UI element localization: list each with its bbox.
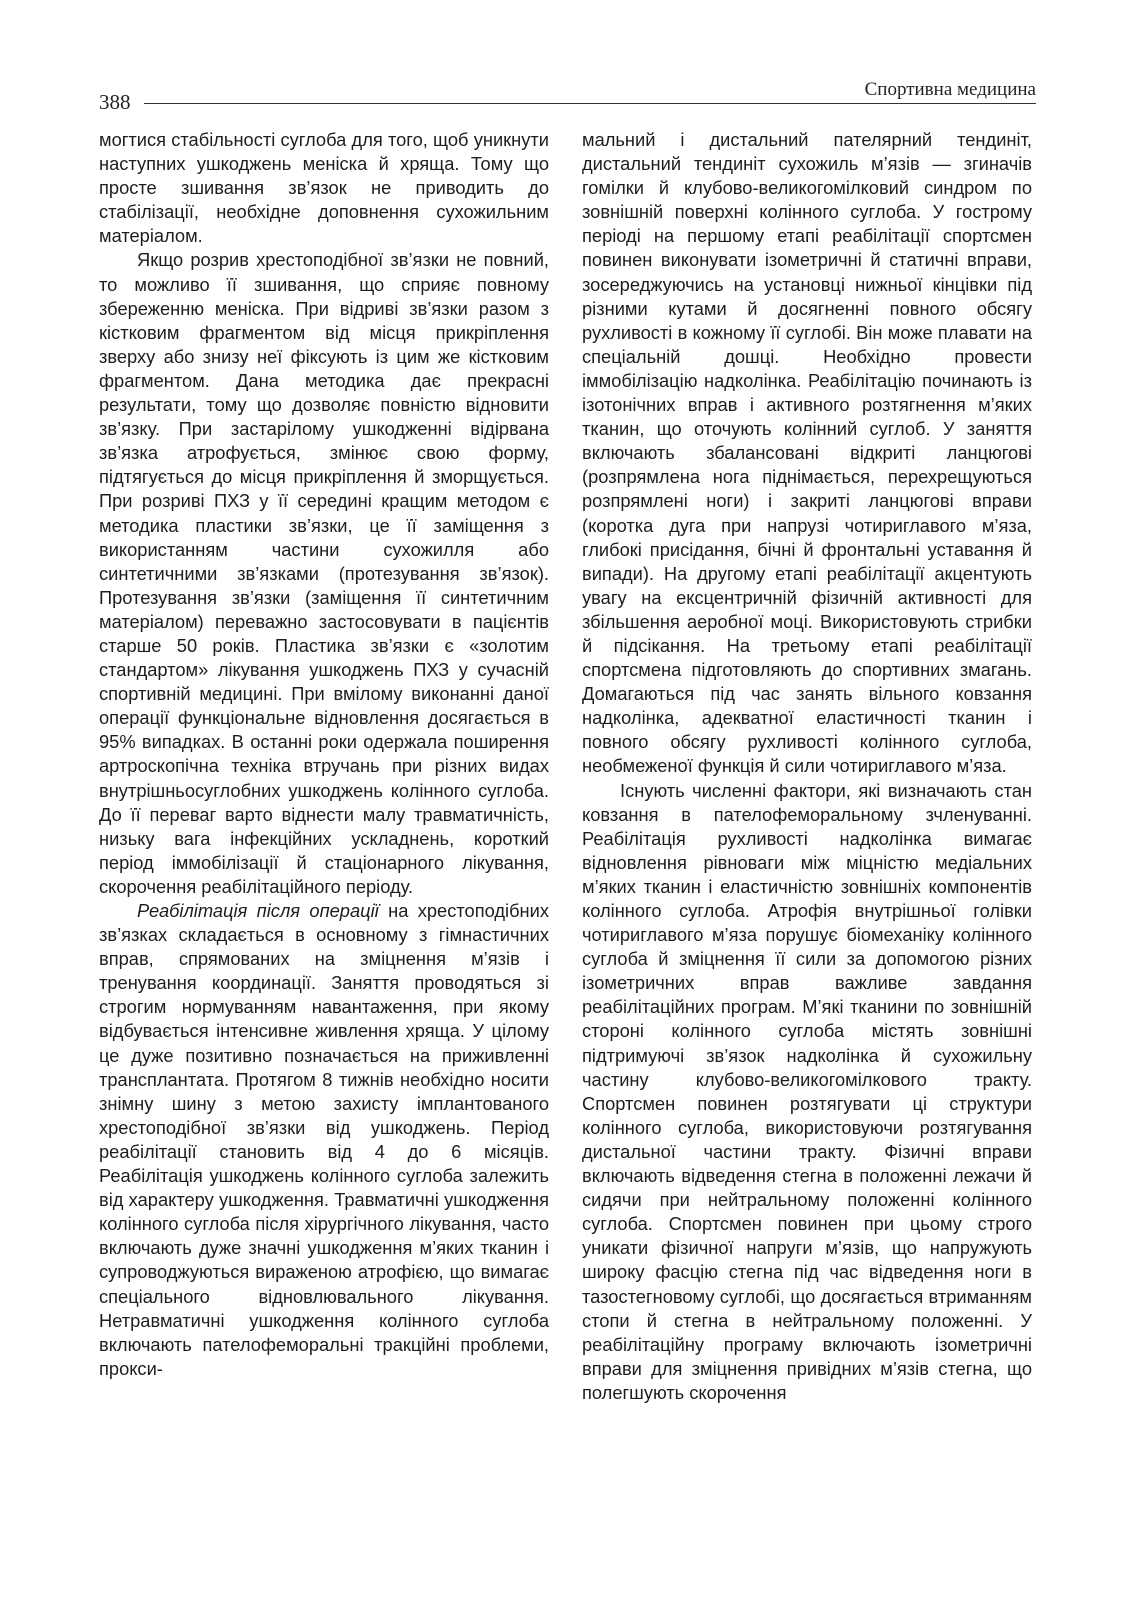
paragraph: Існують численні фактори, які визначають стан ковзання в пателофеморальному зчленуванні. Реабілітація рухливості надколінка вимагає відновлення рівноваги між міцністю медіальних м’яких тканин і еластичністю зовнішніх компонентів колінного суглоба. Атрофія внутрішньої голівки чотириглавого м’яза порушує біомеханіку колінного суглоба й зміцнення її сили за допомогою різних ізометричних вправ важливе завдання реабілітаційних програм. М’які тканини по зовнішній стороні колінного суглоба містять зовнішні підтримуючі зв’язок надколінка й сухожильну частину клубово-великогомілкового тракту. Спортсмен повинен розтягувати ці структури колінного суглоба, використовуючи розтягування дистальної частини тракту. Фізичні вправи включають відведення стегна в положенні лежачи й сидячи при нейтральному положенні колінного суглоба. Спортсмен повинен при цьому строго уникати фізичної напруги м’язів, що напружують широку фасцію стегна під час відведення ноги в тазостегновому суглобі, що досягається втриманням стопи й стегна в нейтральному положенні. У реабілітаційну програму включають ізометричні вправи для зміцнення привідних м’язів стегна, що полегшують скорочення <box>582 779 1032 1403</box>
left-column <box>99 128 549 1381</box>
paragraph: мальний і дистальний пателярний тендиніт, дистальний тендиніт сухожиль м’язів — згиначів гомілки й клубово-великогомілковий синдром по зовнішній поверхні колінного суглоба. У гострому періоді на першому етапі реабілітації спортсмен повинен виконувати ізометричні й статичні вправи, зосереджуючись на установці нижньої кінцівки під різними кутами й досягненні повного обсягу рухливості в кожному її суглобі. Він може плавати на спеціальній дошці. Необхідно провести іммобілізацію надколінка. Реабілітацію починають із ізотонічних вправ і активного розтягнення м’яких тканин, що оточують колінний суглоб. У заняття включають збалансовані відкриті ланцюгові (розпрямлена нога піднімається, перехрещуються розпрямлені ноги) і закриті ланцюгові вправи (коротка дуга при напрузі чотириглавого м’яза, глибокі присідання, бічні й фронтальні уставання й випади). На другому етапі реабілітації акцентують увагу на ексцентричній фізичній активності для збільшення аеробної моці. Використовують стрибки й підсікання. На третьому етапі реабілітації спортсмена підготовляють до спортивних змагань. Домагаються під час занять вільного ковзання надколінка, адекватної еластичності тканин і повного обсягу рухливості колінного суглоба, необмеженої функція й сили чотириглавого м’яза. <box>582 129 1032 777</box>
right-column <box>582 128 1032 1405</box>
running-title: Спортивна медицина <box>864 79 1036 100</box>
italic-lead: Реабілітація після операції <box>137 900 379 921</box>
paragraph: Якщо розрив хрестоподібної зв’язки не повний, то можливо її зшивання, що сприяє повному збереженню меніска. При відриві зв’язки разом з кістковим фрагментом від місця прикріплення зверху або знизу неї фіксують із цим же кістковим фрагментом. Дана методика дає прекрасні результати, тому що дозволяє повністю відновити зв’язку. При застарілому ушкодженні відірвана зв’язка атрофується, змінює свою форму, підтягується до місця прикріплення й зморщується. При розриві ПХЗ у її середині кращим методом є методика пластики зв’язки, це її заміщення з використанням частини сухожилля або синтетичними зв’язками (протезування зв’язок). Протезування зв’язки (заміщення її синтетичним матеріалом) переважно застосовувати в пацієнтів старше 50 років. Пластика зв’язки є «золотим стандартом» лікування ушкоджень ПХЗ у сучасній спортивній медицині. При вмілому виконанні даної операції функціональне відновлення досягається в 95% випадках. В останні роки одержала поширення артроскопічна техніка втручань при різних видах внутрішньосуглобних ушкоджень колінного суглоба. До її переваг варто віднести малу травматичність, низьку вага інфекційних ускладнень, короткий період іммобілізації й стаціонарного лікування, скорочення реабілітаційного періоду. <box>99 249 549 897</box>
paragraph <box>99 899 549 1381</box>
paragraph-text: на хрестоподібних зв’язках складається в основному з гімнастичних вправ, спрямованих на зміцнення м’язів і тренування координації. Заняття проводяться зі строгим нормуванням навантаження, при якому відбувається інтенсивне живлення хряща. У цілому це дуже позитивно позначається на приживленні трансплантата. Протягом 8 тижнів необхідно носити знімну шину з метою захисту імплантованого хрестоподібної зв’язки від ушкоджень. Період реабілітації становить від 4 до 6 місяців. Реабілітація ушкоджень колінного суглоба залежить від характеру ушкодження. Травматичні ушкодження колінного суглоба після хірургічного лікування, часто включають дуже значні ушкодження м’яких тканин і супроводжуються вираженою атрофією, що вимагає спеціального відновлювального лікування. Нетравматичні ушкодження колінного суглоба включають пателофеморальні тракційні проблеми, прокси- <box>99 900 550 1379</box>
page-number: 388 <box>99 90 131 114</box>
paragraph: могтися стабільності суглоба для того, щоб уникнути наступних ушкоджень меніска й хряща. Тому що просте зшивання зв’язок не приводить до стабілізації, необхідне доповнення сухожильним матеріалом. <box>99 129 549 247</box>
header-rule <box>144 103 1036 104</box>
